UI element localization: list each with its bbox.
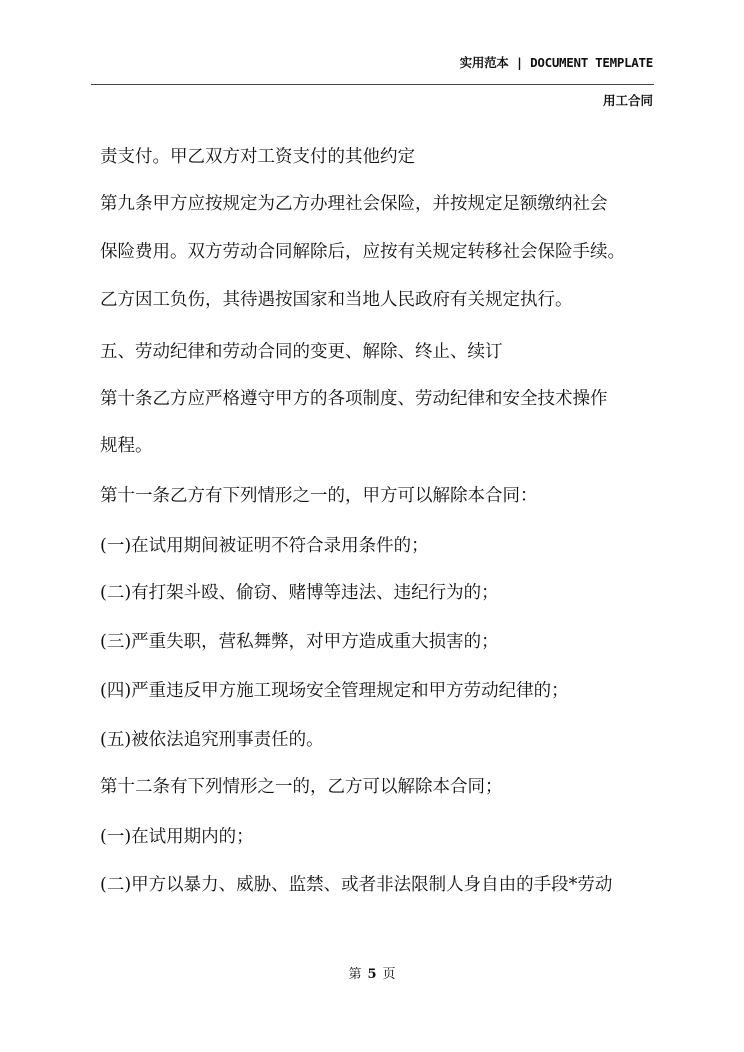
body-line: 第十条乙方应严格遵守甲方的各项制度、劳动纪律和安全技术操作 — [100, 389, 608, 409]
list-item: (二)有打架斗殴、偷窃、赌博等违法、违纪行为的； — [100, 583, 499, 603]
section-heading: 五、劳动纪律和劳动合同的变更、解除、终止、续订 — [100, 342, 503, 362]
page-prefix: 第 — [348, 967, 362, 982]
list-item: (四)严重违反甲方施工现场安全管理规定和甲方劳动纪律的； — [100, 681, 569, 701]
body-line: 第十二条有下列情形之一的，乙方可以解除本合同； — [100, 777, 503, 797]
body-line: 第九条甲方应按规定为乙方办理社会保险，并按规定足额缴纳社会 — [100, 194, 608, 214]
page-number: 5 — [367, 967, 377, 982]
body-line: 乙方因工负伤，其待遇按国家和当地人民政府有关规定执行。 — [100, 290, 573, 310]
list-item: (一)在试用期内的； — [100, 827, 254, 847]
body-line: 第十一条乙方有下列情形之一的，甲方可以解除本合同： — [100, 486, 538, 506]
body-line: 责支付。甲乙双方对工资支付的其他约定 — [100, 147, 415, 167]
body-line: 规程。 — [100, 436, 153, 456]
page-footer — [0, 963, 744, 982]
list-item: (二)甲方以暴力、威胁、监禁、或者非法限制人身自由的手段*劳动 — [100, 875, 613, 895]
document-header-subtitle: 用工合同 — [602, 93, 653, 108]
list-item: (三)严重失职，营私舞弊，对甲方造成重大损害的； — [100, 632, 499, 652]
header-divider — [91, 84, 654, 85]
page-suffix: 页 — [382, 967, 396, 982]
list-item: (一)在试用期间被证明不符合录用条件的； — [100, 536, 429, 556]
body-line: 保险费用。双方劳动合同解除后，应按有关规定转移社会保险手续。 — [100, 242, 625, 262]
list-item: (五)被依法追究刑事责任的。 — [100, 730, 324, 750]
document-header-title: 实用范本 | DOCUMENT TEMPLATE — [459, 55, 653, 70]
